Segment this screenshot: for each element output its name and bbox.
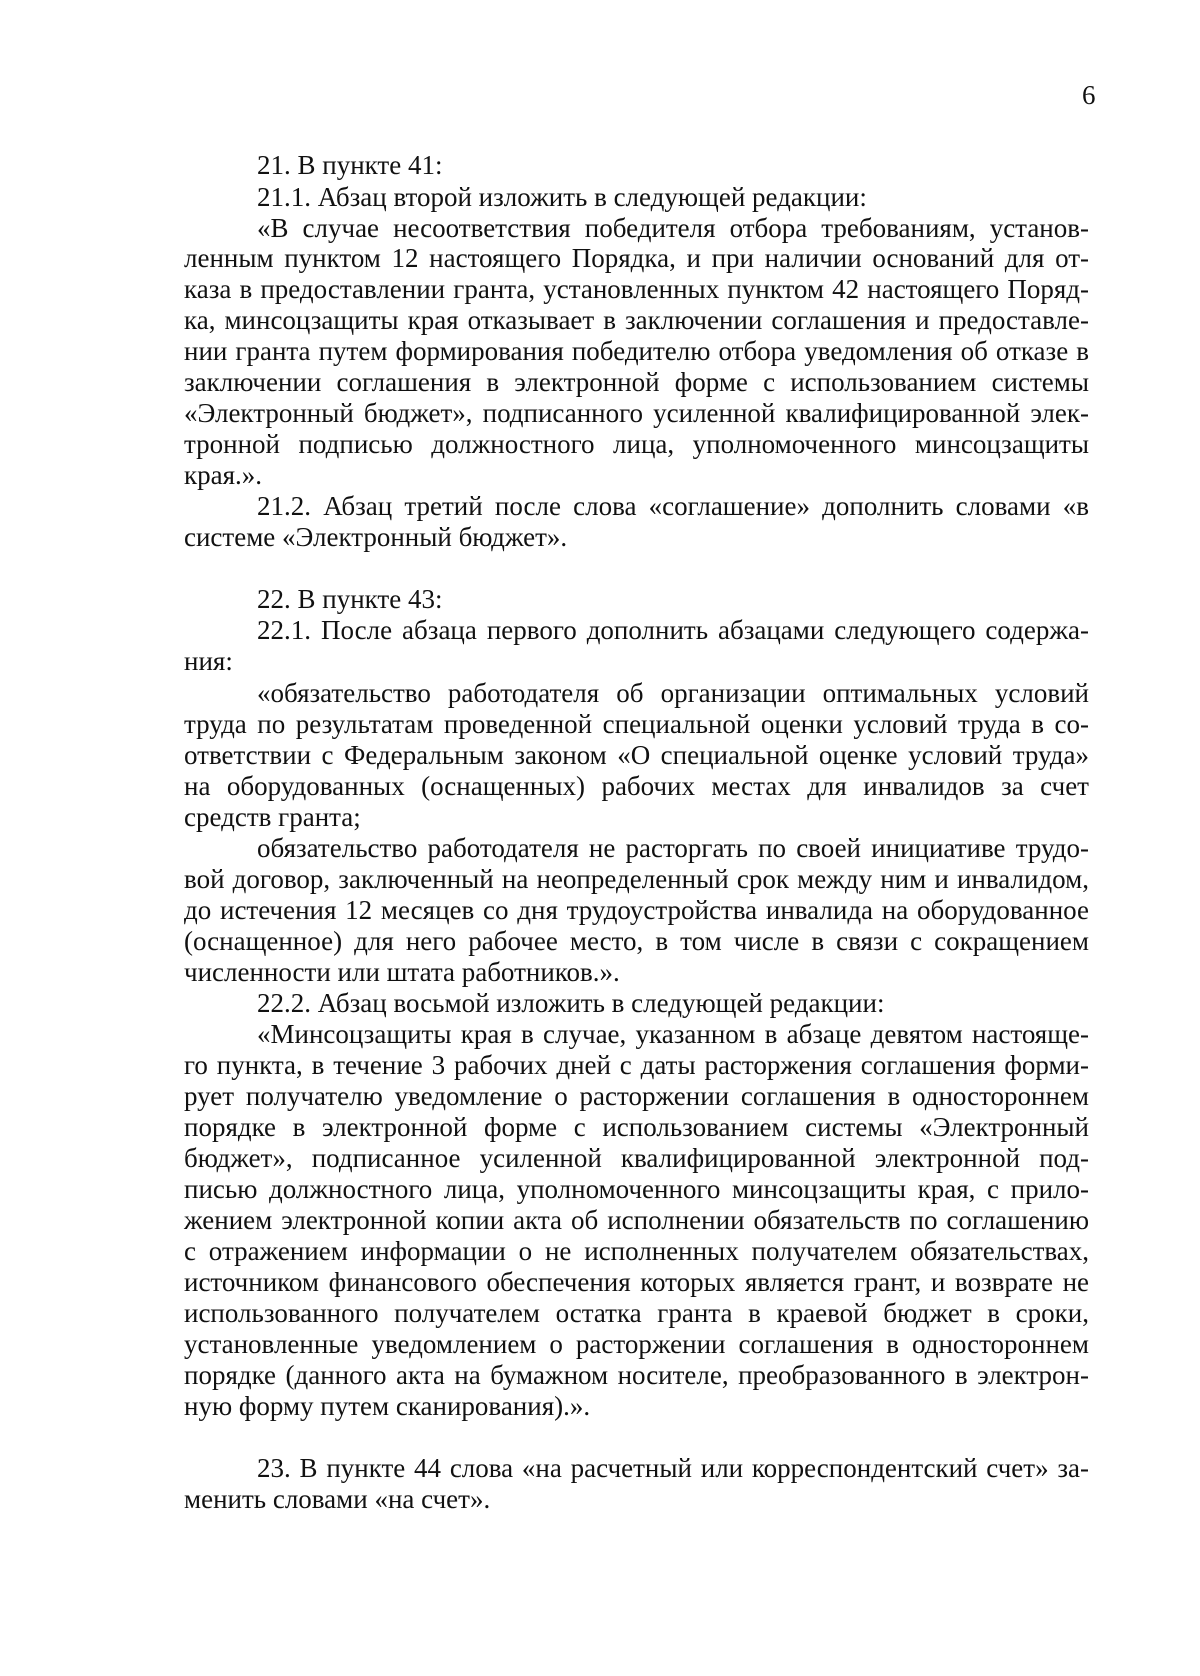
text-line: 21. В пункте 41: — [257, 150, 443, 180]
page-number: 6 — [1082, 80, 1096, 110]
text-line: до истечения 12 месяцев со дня трудоустройства инвалида на оборудованное — [184, 895, 1089, 925]
text-line: системе «Электронный бюджет». — [184, 522, 568, 552]
text-line: жением электронной копии акта об исполнении обязательств по соглашению — [184, 1205, 1089, 1235]
text-line: тронной подписью должностного лица, уполномоченного минсоцзащиты — [184, 429, 1089, 459]
text-line: труда по результатам проведенной специальной оценки условий труда в со- — [184, 709, 1089, 739]
text-line: 22. В пункте 43: — [257, 584, 443, 614]
text-line: с отражением информации о не исполненных получателем обязательствах, — [184, 1236, 1089, 1266]
text-line: бюджет», подписанное усиленной квалифицированной электронной под- — [184, 1143, 1089, 1173]
text-line: 23. В пункте 44 слова «на расчетный или корреспондентский счет» за- — [257, 1453, 1089, 1483]
text-line: писью должностного лица, уполномоченного минсоцзащиты края, с прило- — [184, 1174, 1089, 1204]
text-line: 21.2. Абзац третий после слова «соглашение» дополнить словами «в — [257, 491, 1089, 521]
text-line: ную форму путем сканирования).». — [184, 1391, 591, 1421]
text-line: 22.2. Абзац восьмой изложить в следующей редакции: — [257, 988, 885, 1018]
text-line: ка, минсоцзащиты края отказывает в заключении соглашения и предоставле- — [184, 305, 1089, 335]
text-line: численности или штата работников.». — [184, 957, 620, 987]
text-line: установленные уведомлением о расторжении соглашения в одностороннем — [184, 1329, 1089, 1359]
text-line: рует получателю уведомление о расторжении соглашения в одностороннем — [184, 1081, 1089, 1111]
text-line: 22.1. После абзаца первого дополнить абзацами следующего содержа- — [257, 615, 1089, 645]
text-line: обязательство работодателя не расторгать по своей инициативе трудо- — [257, 833, 1089, 863]
text-line: «Электронный бюджет», подписанного усиленной квалифицированной элек- — [184, 398, 1089, 428]
text-line: заключении соглашения в электронной форме с использованием системы — [184, 367, 1089, 397]
text-line: источником финансового обеспечения которых является грант, и возврате не — [184, 1267, 1089, 1297]
text-line: вой договор, заключенный на неопределенный срок между ним и инвалидом, — [184, 864, 1089, 894]
text-line: ответствии с Федеральным законом «О специальной оценке условий труда» — [184, 740, 1089, 770]
text-line: края.». — [184, 460, 263, 490]
text-line: порядке (данного акта на бумажном носителе, преобразованного в электрон- — [184, 1360, 1089, 1390]
text-line: каза в предоставлении гранта, установленных пунктом 42 настоящего Поряд- — [184, 274, 1089, 304]
text-line: нии гранта путем формирования победителю отбора уведомления об отказе в — [184, 336, 1089, 366]
text-line: 21.1. Абзац второй изложить в следующей редакции: — [257, 182, 867, 212]
text-line: ния: — [184, 646, 233, 676]
text-line: порядке в электронной форме с использованием системы «Электронный — [184, 1112, 1089, 1142]
text-line: менить словами «на счет». — [184, 1484, 491, 1514]
text-line: (оснащенное) для него рабочее место, в том числе в связи с сокращением — [184, 926, 1089, 956]
text-line: на оборудованных (оснащенных) рабочих местах для инвалидов за счет — [184, 771, 1089, 801]
text-line: ленным пунктом 12 настоящего Порядка, и при наличии оснований для от- — [184, 243, 1089, 273]
text-line: «В случае несоответствия победителя отбора требованиям, установ- — [257, 213, 1089, 243]
text-line: «обязательство работодателя об организации оптимальных условий — [257, 678, 1089, 708]
text-line: го пункта, в течение 3 рабочих дней с даты расторжения соглашения форми- — [184, 1050, 1089, 1080]
text-line: «Минсоцзащиты края в случае, указанном в абзаце девятом настояще- — [257, 1019, 1089, 1049]
text-line: средств гранта; — [184, 802, 361, 832]
text-line: использованного получателем остатка гранта в краевой бюджет в сроки, — [184, 1298, 1089, 1328]
